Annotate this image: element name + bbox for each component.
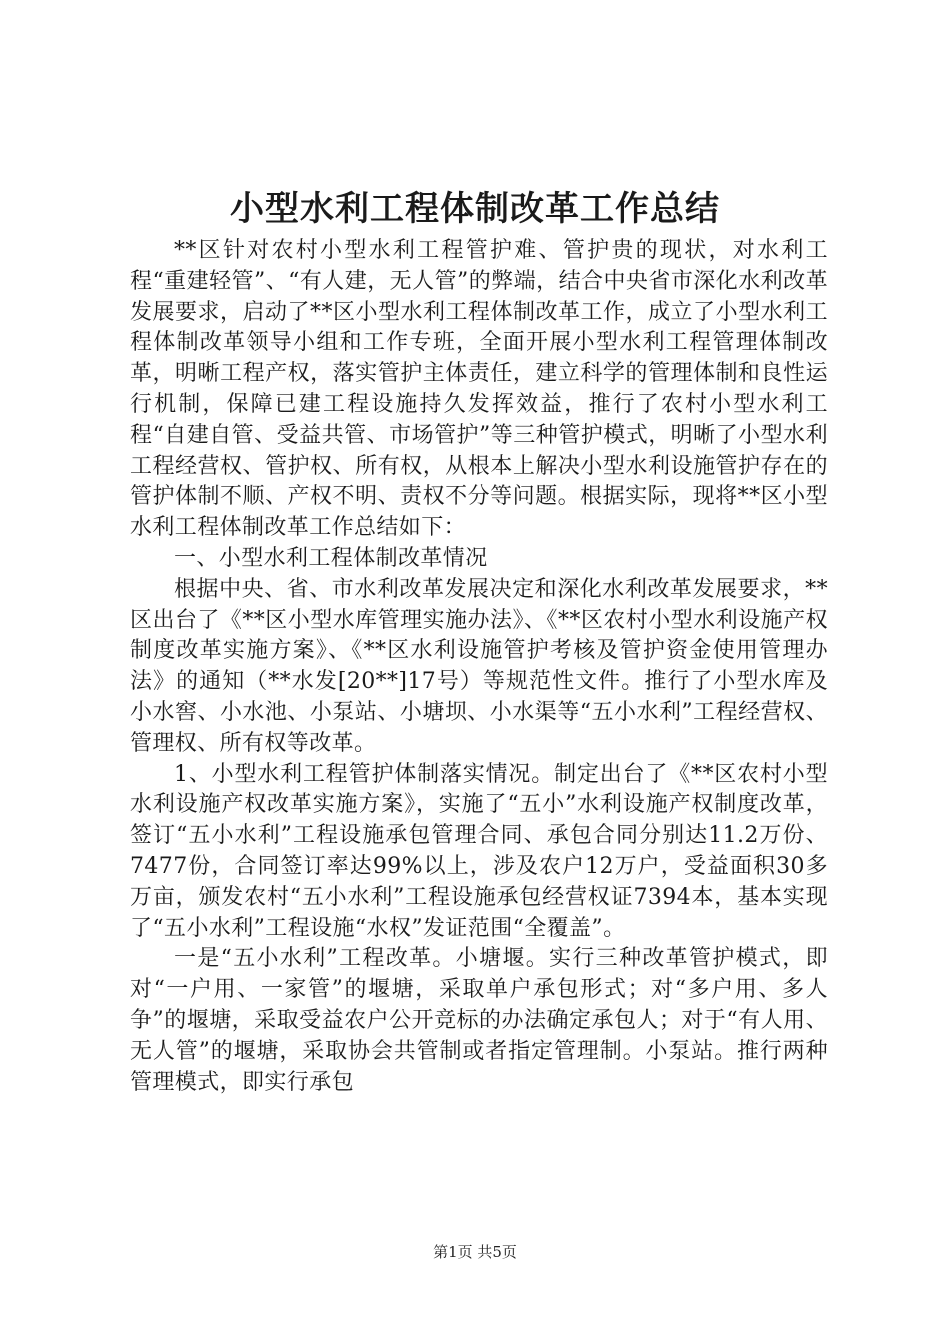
paragraph-policy: 根据中央、省、市水利改革发展决定和深化水利改革发展要求，**区出台了《**区小型水库管理实施办法》、《**区农村小型水利设施产权制度改革实施方案》、《**区水利设施管护考核及管护资金使用管理办法》的通知（**水发[20**]17号）等规范性文件。推行了小型水库及小水窖、小水池、小泵站、小塘坝、小水渠等“五小水利”工程经营权、管理权、所有权等改革。 xyxy=(130,576,828,756)
paragraph-intro: **区针对农村小型水利工程管护难、管护贵的现状，对水利工程“重建轻管”、“有人建，无人管”的弊端，结合中央省市深化水利改革发展要求，启动了**区小型水利工程体制改革工作，成立了小型水利工程体制改革领导小组和工作专班，全面开展小型水利工程管理体制改革，明晰工程产权，落实管护主体责任，建立科学的管理体制和良性运行机制，保障已建工程设施持久发挥效益，推行了农村小型水利工程“自建自管、受益共管、市场管护”等三种管护模式，明晰了小型水利工程经营权、管护权、所有权，从根本上解决小型水利设施管护存在的管护体制不顺、产权不明、责权不分等问题。根据实际，现将**区小型水利工程体制改革工作总结如下： xyxy=(130,238,828,541)
paragraph-management: 1、小型水利工程管护体制落实情况。制定出台了《**区农村小型水利设施产权改革实施方案》，实施了“五小”水利设施产权制度改革，签订“五小水利”工程设施承包管理合同、承包合同分别达11.2万份、7477份，合同签订率达99%以上，涉及农户12万户，受益面积30多万亩，颁发农村“五小水利”工程设施承包经营权证7394本，基本实现了“五小水利”工程设施“水权”发证范围“全覆盖”。 xyxy=(130,761,828,941)
section-heading: 一、小型水利工程体制改革情况 xyxy=(174,545,488,571)
page-number: 第1页 共5页 xyxy=(433,1243,517,1261)
document-title: 小型水利工程体制改革工作总结 xyxy=(230,189,720,229)
paragraph-reform: 一是“五小水利”工程改革。小塘堰。实行三种改革管护模式，即对“一户用、一家管”的堰塘，采取单户承包形式；对“多户用、多人争”的堰塘，采取受益农户公开竞标的办法确定承包人；对于“有人用、无人管”的堰塘，采取协会共管制或者指定管理制。小泵站。推行两种管理模式，即实行承包 xyxy=(130,946,828,1095)
document-body xyxy=(130,236,828,1098)
